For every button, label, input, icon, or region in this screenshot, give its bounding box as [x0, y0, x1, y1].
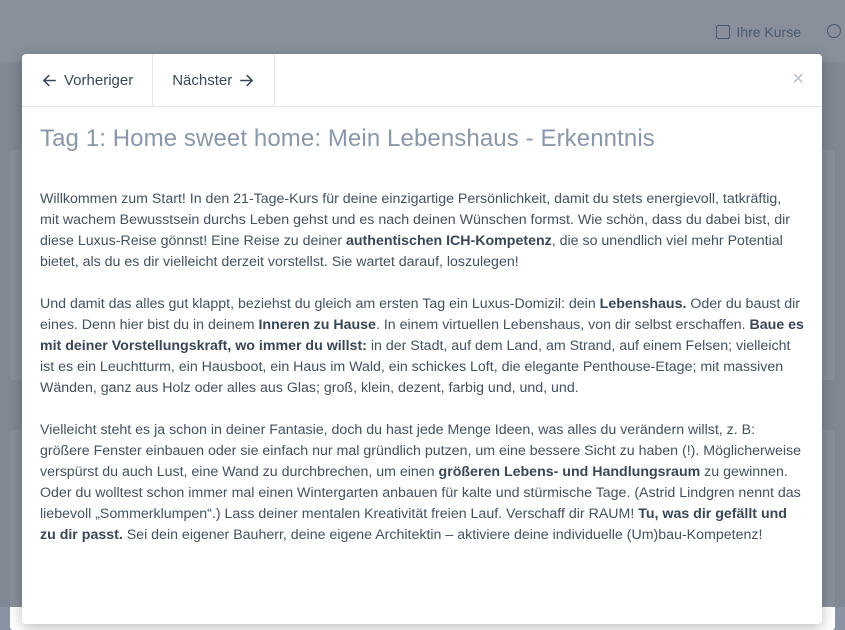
bold-segment: Inneren zu Hause — [258, 317, 376, 333]
close-button[interactable]: × — [792, 68, 804, 90]
text-segment: Und damit das alles gut klappt, beziehst du gleich am ersten Tag ein Luxus-Domizil: dein — [40, 296, 600, 312]
arrow-left-icon — [41, 72, 58, 89]
next-button[interactable] — [153, 54, 275, 106]
bold-segment: Tu, was dir gefällt und zu dir passt. — [40, 506, 787, 543]
text-segment: Willkommen zum Start! In den 21-Tage-Kurs für deine einzigartige Persönlichkeit, damit du stets energievoll, tatkräftig, mit wachem Bewusstsein durchs Leben gehst und es nach deinen Wünschen formst. Wie schön, dass du dabei bist, dir diese Luxus-Reise gönnst! Eine Reise zu deiner — [40, 191, 790, 249]
modal-header — [22, 54, 822, 107]
text-segment: Vielleicht steht es ja schon in deiner Fantasie, doch du hast jede Menge Ideen, was alles du verändern willst, z. B: größere Fenster einbauen oder sie einfach nur mal gründlich putzen, um eine bessere Sicht zu haben (!). Möglicherweise verspürst du auch Lust, eine Wand zu durchbrechen, um einen — [40, 422, 802, 480]
previous-button-label: Vorheriger — [64, 71, 134, 89]
bold-segment: Lebenshaus. — [599, 296, 687, 312]
modal-body — [22, 107, 822, 546]
paragraph-fantasie — [40, 420, 804, 546]
lesson-title: Tag 1: Home sweet home: Mein Lebenshaus - Erkenntnis — [40, 125, 655, 152]
text-segment: Sei dein eigener Bauherr, deine eigene Architektin – aktiviere deine individuelle (Um)bau-Kompetenz! — [122, 527, 763, 543]
arrow-right-icon — [238, 72, 255, 89]
bold-segment: größeren Lebens- und Handlungsraum — [438, 464, 701, 480]
previous-button[interactable] — [22, 54, 153, 106]
text-segment: . In einem virtuellen Lebenshaus, von dir selbst erschaffen. — [375, 317, 750, 333]
paragraph-lebenshaus — [40, 294, 804, 399]
bold-segment: Baue es mit deiner Vorstellungskraft, wo immer du willst: — [40, 317, 804, 354]
text-segment: Oder du baust dir eines. Denn hier bist du in deinem — [40, 296, 800, 333]
bold-segment: authentischen ICH-Kompetenz — [346, 233, 552, 249]
paragraph-welcome — [40, 189, 804, 273]
text-segment: , die so unendlich viel mehr Potential bietet, als du es dir vielleicht derzeit vorstellst. Sie wartet darauf, loszulegen! — [40, 233, 783, 270]
text-segment: in der Stadt, auf dem Land, am Strand, auf einem Felsen; vielleicht ist es ein Leuchtturm, ein Hausboot, ein Haus im Wald, ein schickes Loft, die elegante Penthouse-Etage; mit massiven Wänden, ganz aus Holz oder alles aus Glas; groß, klein, dezent, farbig und, und, und. — [40, 338, 791, 396]
next-button-label: Nächster — [172, 71, 233, 89]
lesson-modal — [22, 54, 822, 624]
text-segment: zu gewinnen. Oder du wolltest schon immer mal einen Wintergarten anbauen für kalte und stürmische Tage. (Astrid Lindgren nennt das liebevoll „Sommerklumpen“.) Lass deiner mentalen Kreativität freien Lauf. Verschaff dir RAUM! — [40, 464, 801, 522]
